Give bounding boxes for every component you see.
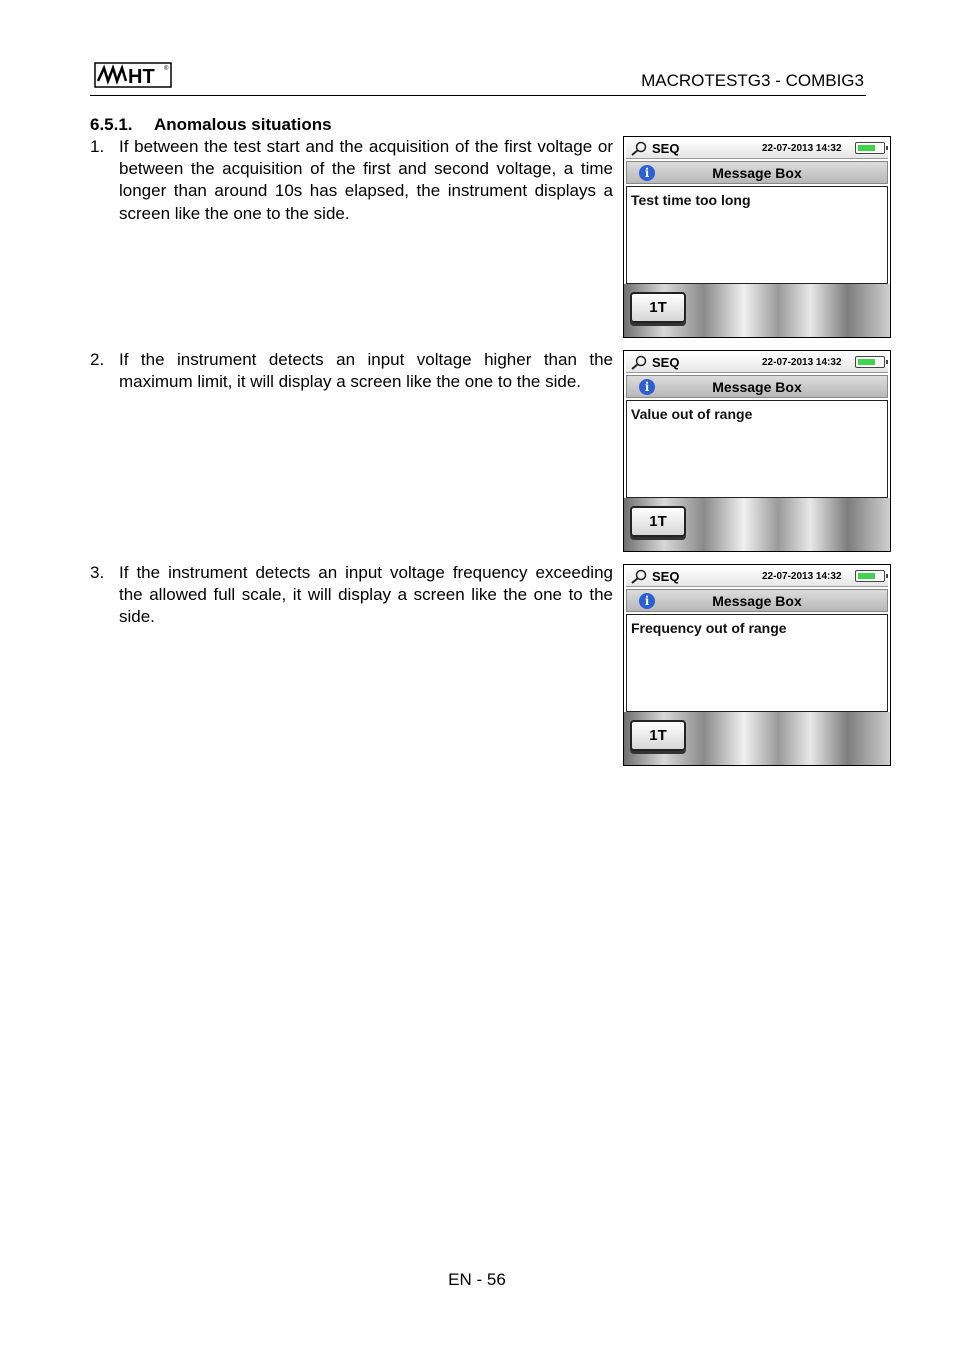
info-icon: i [639, 165, 655, 181]
seq-label: SEQ [652, 141, 680, 156]
message-box-header [626, 589, 888, 612]
datetime: 22-07-2013 14:32 [762, 357, 842, 368]
softkey-bar [624, 498, 890, 551]
item-number: 3. [90, 563, 105, 582]
magnifier-icon [629, 355, 649, 370]
info-icon: i [639, 379, 655, 395]
message-box-title: Message Box [712, 593, 802, 609]
logo-text: HT [128, 66, 155, 88]
item-number: 1. [90, 137, 105, 156]
page-number: EN - 56 [448, 1270, 506, 1289]
battery-fill [858, 359, 875, 365]
battery-icon [855, 356, 885, 368]
logo-registered: ® [164, 66, 169, 72]
list-item [90, 136, 613, 225]
item-text: If the instrument detects an input voltage higher than the maximum limit, it will display a screen like the one to the side. [119, 350, 613, 392]
message-box-body [626, 614, 888, 712]
datetime: 22-07-2013 14:32 [762, 143, 842, 154]
section-title: Anomalous situations [154, 115, 332, 134]
1t-button[interactable]: 1T [630, 720, 686, 751]
list-item [90, 562, 613, 629]
section-number: 6.5.1. [90, 115, 133, 134]
message-text: Frequency out of range [631, 620, 787, 636]
document-title: MACROTESTG3 - COMBIG3 [641, 71, 864, 90]
magnifier-icon [629, 569, 649, 584]
status-bar [626, 567, 888, 587]
ht-logo [94, 60, 174, 90]
seq-label: SEQ [652, 569, 680, 584]
info-icon: i [639, 593, 655, 609]
1t-button[interactable]: 1T [630, 506, 686, 537]
status-bar [626, 139, 888, 159]
datetime: 22-07-2013 14:32 [762, 571, 842, 582]
softkey-bar [624, 284, 890, 337]
message-box-body [626, 186, 888, 284]
battery-icon [855, 142, 885, 154]
item-text: If the instrument detects an input voltage frequency exceeding the allowed full scale, it will display a screen like the one to the side. [119, 563, 613, 627]
message-box-title: Message Box [712, 165, 802, 181]
item-number: 2. [90, 350, 105, 369]
seq-label: SEQ [652, 355, 680, 370]
softkey-bar [624, 712, 890, 765]
page-header [90, 60, 866, 96]
section-heading [90, 115, 332, 135]
message-text: Test time too long [631, 192, 751, 208]
message-box-title: Message Box [712, 379, 802, 395]
item-text: If between the test start and the acquisition of the first voltage or between the acquisition of the first and second voltage, a time longer than around 10s has elapsed, the instrument displays a screen like the one to the side. [119, 137, 613, 223]
magnifier-icon [629, 141, 649, 156]
list-item [90, 349, 613, 393]
battery-fill [858, 573, 875, 579]
instrument-screen [623, 350, 891, 552]
instrument-screen [623, 136, 891, 338]
instrument-screen [623, 564, 891, 766]
message-box-header [626, 375, 888, 398]
battery-fill [858, 145, 875, 151]
1t-button[interactable]: 1T [630, 292, 686, 323]
message-box-header [626, 161, 888, 184]
message-box-body [626, 400, 888, 498]
message-text: Value out of range [631, 406, 753, 422]
status-bar [626, 353, 888, 373]
battery-icon [855, 570, 885, 582]
